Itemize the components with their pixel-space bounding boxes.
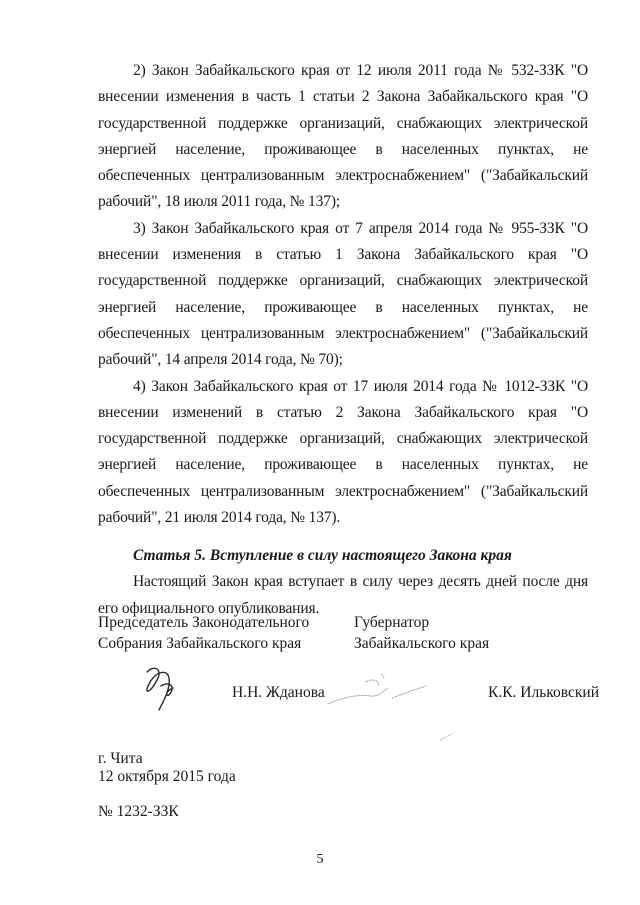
signatory-right-title-line2: Забайкальского края <box>354 635 490 652</box>
pen-mark <box>438 732 454 742</box>
page-number: 5 <box>316 852 324 867</box>
handwritten-signature-ilkovsky <box>322 668 432 716</box>
signatory-right-title-line1: Губернатор <box>354 614 430 631</box>
list-item-law-4: 4) Закон Забайкальского края от 17 июля 2014 года № 1012-ЗЗК "О внесении изменений в статью 2 Закона Забайкальского края "О государственной поддержке организаций, снабжающих электрической энергией население, проживающее в населенных пунктах, не обеспеченных централизованным электроснабжением" ("Забайкальский рабочий", 21 июля 2014 года, № 137). <box>98 377 588 527</box>
signatory-left-title-line1: Председатель Законодательного <box>98 614 310 631</box>
signatory-left-title-line2: Собрания Забайкальского края <box>98 635 302 652</box>
signatory-right-title <box>354 612 594 654</box>
article-heading: Статья 5. Вступление в силу настоящего Закона края <box>133 547 512 565</box>
document-number: № 1232-ЗЗК <box>98 803 179 820</box>
list-item-law-3: 3) Закон Забайкальского края от 7 апреля 2014 года № 955-ЗЗК "О внесении изменения в статью 1 Закона Забайкальского края "О государственной поддержке организаций, снабжающих электрической энергией население, проживающее в населенных пунктах, не обеспеченных централизованным электроснабжением" ("Забайкальский рабочий", 14 апреля 2014 года, № 70); <box>98 219 588 369</box>
handwritten-signature-zhdanova <box>137 662 185 714</box>
place: г. Чита <box>98 750 143 767</box>
document-body <box>98 58 588 622</box>
article-text: Настоящий Закон края вступает в силу через десять дней после дня его официального опубликования. <box>98 573 588 617</box>
date: 12 октября 2015 года <box>98 768 236 785</box>
signatory-right-name: К.К. Ильковский <box>488 684 600 701</box>
signatory-left-title <box>98 612 338 654</box>
signatory-left-name: Н.Н. Жданова <box>232 684 325 701</box>
list-item-law-2: 2) Закон Забайкальского края от 12 июля 2011 года № 532-ЗЗК "О внесении изменения в часть 1 статьи 2 Закона Забайкальского края "О государственной поддержке организаций, снабжающих электрической энергией население, проживающее в населенных пунктах, не обеспеченных централизованным электроснабжением" ("Забайкальский рабочий", 18 июля 2011 года, № 137); <box>98 62 588 211</box>
